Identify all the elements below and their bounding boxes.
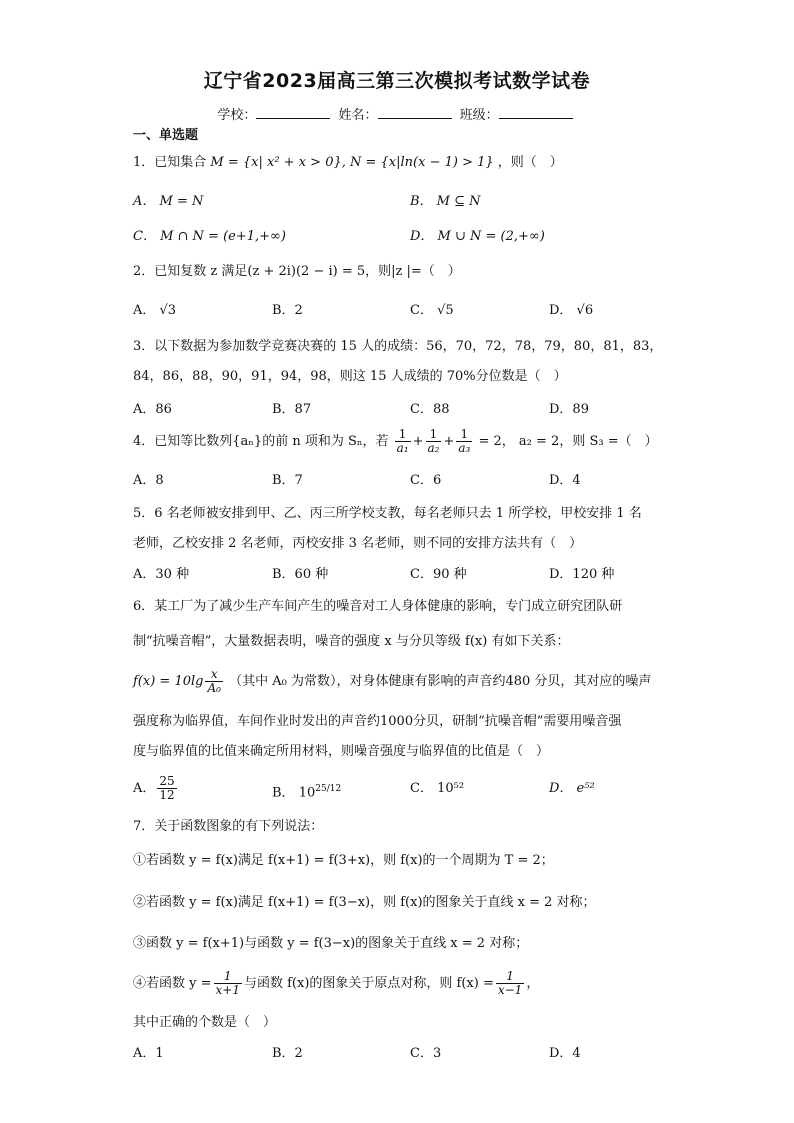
q4-option-c: C．6 xyxy=(410,473,442,488)
q1-option-b: B． M ⊆ N xyxy=(410,194,481,209)
q6-option-d: D． e⁵² xyxy=(549,781,595,796)
q2-option-b: B．2 xyxy=(272,303,303,318)
q3-line1: 3．以下数据为参加数学竞赛决赛的 15 人的成绩：56，70，72，78，79，80，81，83， xyxy=(133,339,663,354)
q4-frac-1: $\frac{1}{\text{a₁}}$ xyxy=(396,427,409,455)
q6-option-a xyxy=(133,775,179,802)
q1-sets: M = {x| x² + x > 0}, N = {x|ln(x − 1) > 1} xyxy=(210,155,494,170)
q6-option-c: C． 10⁵² xyxy=(410,781,465,796)
q5-option-d: D．120 种 xyxy=(549,567,615,582)
q7-s4-frac1: $\frac{1}{x+1}$ xyxy=(215,969,240,997)
q6-b-base: 10 xyxy=(298,785,316,801)
q5-option-b: B．60 种 xyxy=(272,567,329,582)
q2-option-d: D． √6 xyxy=(549,303,594,318)
class-blank[interactable] xyxy=(499,106,573,119)
q4-frac-3: $\frac{1}{\text{a₃}}$ xyxy=(458,427,471,455)
q3-option-a: A．86 xyxy=(133,402,172,417)
q7-statement-1: ①若函数 y = f(x)满足 f(x+1) = f(3+x)，则 f(x)的一个周期为 T = 2； xyxy=(133,853,554,868)
q4-option-a: A．8 xyxy=(133,473,164,488)
q7-s4-pre: ④若函数 y = xyxy=(133,976,212,991)
name-label: 姓名： xyxy=(338,108,378,123)
q6-a-label: A． xyxy=(133,781,156,796)
q1-stem xyxy=(133,154,563,172)
page-title: 辽宁省2023届高三第三次模拟考试数学试卷 xyxy=(203,70,591,92)
q1-stem-text: 1．已知集合 xyxy=(133,155,207,170)
class-label: 班级： xyxy=(459,108,499,123)
q6-option-b xyxy=(272,780,341,802)
q4-option-b: B．7 xyxy=(272,473,303,488)
q7-statement-4 xyxy=(133,970,539,997)
q1-option-d: D． M ∪ N = (2,+∞) xyxy=(410,229,545,244)
q2-option-a: A． √3 xyxy=(133,303,177,318)
q6-line3-text: （其中 A₀ 为常数），对身体健康有影响的声音约480 分贝，其对应的噪声 xyxy=(229,674,652,689)
q6-formula-frac: $\frac{x}{\text{A₀}}$ xyxy=(207,667,221,695)
q1-option-a: A． M = N xyxy=(133,194,204,209)
q7-s4-post: ， xyxy=(526,976,540,991)
q2-option-c: C． √5 xyxy=(410,303,454,318)
q7-statement-3: ③函数 y = f(x+1)与函数 y = f(3−x)的图象关于直线 x = 2 对称； xyxy=(133,936,529,951)
q4-frac-2: $\frac{1}{\text{a₂}}$ xyxy=(427,427,440,455)
q7-option-b: B．2 xyxy=(272,1046,303,1061)
q3-option-c: C．88 xyxy=(410,402,450,417)
q4-option-d: D．4 xyxy=(549,473,581,488)
q6-b-exp: 25/12 xyxy=(315,784,342,794)
q7-s4-mid: 与函数 f(x)的图象关于原点对称，则 f(x) = xyxy=(243,976,494,991)
q3-line2: 84，86，88，90，91，94，98，则这 15 人成绩的 70%分位数是（ ） xyxy=(133,369,567,384)
q6-line3 xyxy=(133,668,651,695)
school-label: 学校： xyxy=(217,108,257,123)
student-info-line xyxy=(0,104,794,123)
q7-line6: 其中正确的个数是（ ） xyxy=(133,1015,277,1030)
q4-pre: 4．已知等比数列{aₙ}的前 n 项和为 Sₙ，若 xyxy=(133,434,389,449)
q3-option-b: B．87 xyxy=(272,402,312,417)
section-heading: 一、单选题 xyxy=(133,128,199,143)
q1-tail: ，则（ ） xyxy=(497,155,563,170)
q4-stem: 4．已知等比数列{aₙ}的前 n 项和为 Sₙ，若 $\frac{1}{\text{a₁}}$ + $\frac{1}{\text{a₂}}$ + $\frac{1}{\text{a₃}}$ = 2， a₂ = 2，则 S₃ =（ ） xyxy=(133,427,658,455)
q6-line5: 度与临界值的比值来确定所用材料，则噪音强度与临界值的比值是（ ） xyxy=(133,744,550,759)
q6-line4: 强度称为临界值，车间作业时发出的声音约1000分贝，研制“抗噪音帽”需要用噪音强 xyxy=(133,714,622,729)
q5-option-c: C．90 种 xyxy=(410,567,467,582)
q4-post: = 2， a₂ = 2，则 S₃ =（ ） xyxy=(478,434,658,449)
school-blank[interactable] xyxy=(256,106,330,119)
q2-stem: 2．已知复数 z 满足(z + 2i)(2 − i) = 5，则|z |=（ ） xyxy=(133,264,461,279)
q7-s4-frac2: $\frac{1}{x-1}$ xyxy=(497,969,523,997)
q6-formula: f(x) = 10lg xyxy=(133,674,204,689)
q5-line1: 5．6 名老师被安排到甲、乙、丙三所学校支教，每名老师只去 1 所学校，甲校安排 1 名 xyxy=(133,506,642,521)
q6-a-frac xyxy=(157,775,176,802)
name-blank[interactable] xyxy=(378,106,452,119)
q7-option-a: A．1 xyxy=(133,1046,164,1061)
q6-line2: 制“抗噪音帽”，大量数据表明，噪音的强度 x 与分贝等级 f(x) 有如下关系： xyxy=(133,634,570,649)
q7-line1: 7．关于函数图象的有下列说法： xyxy=(133,819,324,834)
q5-option-a: A．30 种 xyxy=(133,567,190,582)
q7-statement-2: ②若函数 y = f(x)满足 f(x+1) = f(3−x)，则 f(x)的图象关于直线 x = 2 对称； xyxy=(133,895,596,910)
q6-line1: 6．某工厂为了减少生产车间产生的噪音对工人身体健康的影响，专门成立研究团队研 xyxy=(133,599,623,614)
q1-option-c: C． M ∩ N = (e+1,+∞) xyxy=(133,229,286,244)
q3-option-d: D．89 xyxy=(549,402,589,417)
q6-b-label: B． xyxy=(272,785,295,801)
q7-option-c: C．3 xyxy=(410,1046,442,1061)
q6-a-num: 25 xyxy=(159,774,175,788)
q6-a-den: 12 xyxy=(159,788,175,802)
q7-option-d: D．4 xyxy=(549,1046,581,1061)
q5-line2: 老师，乙校安排 2 名老师，丙校安排 3 名老师，则不同的安排方法共有（ ） xyxy=(133,536,583,551)
